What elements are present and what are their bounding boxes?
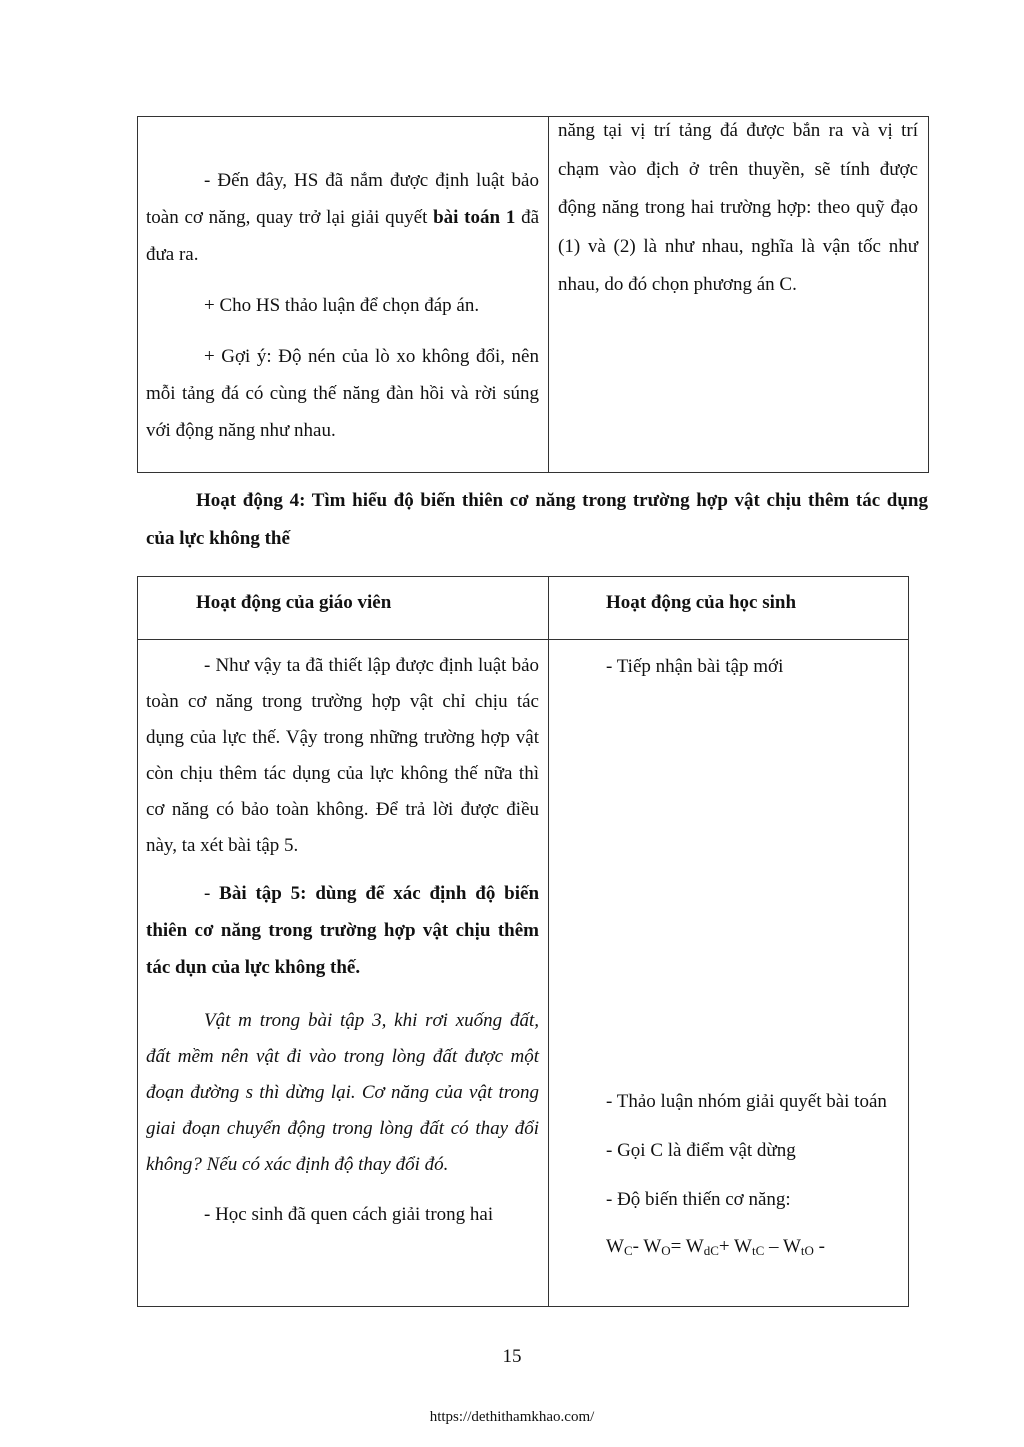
student-paragraph-3: - Gọi C là điểm vật dừng	[606, 1140, 796, 1161]
table1-teacher-paragraph-1: - Đến đây, HS đã nắm được định luật bảo toàn cơ năng, quay trở lại giải quyết bài toán 1 đã đưa ra.	[146, 170, 540, 265]
header-student: Hoạt động của học sinh	[606, 592, 797, 613]
student-paragraph-1: - Tiếp nhận bài tập mới	[606, 656, 784, 677]
student-cell-lower	[558, 1084, 899, 1269]
activity4-heading	[146, 482, 928, 558]
student-cell	[558, 648, 899, 685]
student-paragraph-4: - Độ biến thiến cơ năng:	[606, 1189, 791, 1210]
teacher-paragraph-4: - Học sinh đã quen cách giải trong hai	[204, 1204, 494, 1225]
teacher-paragraph-2: - Bài tập 5: dùng để xác định độ biến thiên cơ năng trong trường hợp vật chịu thêm tác dụn của lực không thế.	[146, 883, 540, 978]
teacher-paragraph-3: Vật m trong bài tập 3, khi rơi xuống đất, đất mềm nên vật đi vào trong lòng đất được một đoạn đường s thì dừng lại. Cơ năng của vật trong giai đoạn chuyển động trong lòng đất có thay đổi không? Nếu có xác định độ thay đổi đó.	[146, 1010, 539, 1175]
table1-teacher-paragraph-3: + Gợi ý: Độ nén của lò xo không đổi, nên mỗi tảng đá có cùng thế năng đàn hồi và rời súng với động năng như nhau.	[146, 346, 539, 441]
footer-url[interactable]: https://dethithamkhao.com/	[429, 1409, 595, 1425]
activity4-heading-text: Hoạt động 4: Tìm hiểu độ biến thiên cơ năng trong trường hợp vật chịu thêm tác dụng của lực không thế	[146, 490, 928, 549]
teacher-cell	[146, 648, 539, 1233]
student-formula: $W_C-$ $W_O= W_{dC}+ W_{tC} - W_{tO}$ -	[606, 1236, 825, 1258]
table1-teacher-paragraph-2: + Cho HS thảo luận để chọn đáp án.	[204, 295, 480, 316]
table1-teacher-cell	[146, 162, 539, 449]
student-paragraph-2: - Thảo luận nhóm giải quyết bài toán	[606, 1091, 887, 1112]
teacher-paragraph-1: - Như vậy ta đã thiết lập được định luật bảo toàn cơ năng trong trường hợp vật chỉ chịu tác dụng của lực thế. Vậy trong những trường hợp vật còn chịu thêm tác dụng của lực không thế nữa thì cơ năng có bảo toàn không. Để trả lời được điều này, ta xét bài tập 5.	[146, 655, 539, 856]
table1-student-paragraph-1: năng tại vị trí tảng đá được bắn ra và vị trí chạm vào địch ở trên thuyền, sẽ tính được động năng trong hai trường hợp: theo quỹ đạo (1) và (2) là như nhau, nghĩa là vận tốc như nhau, do đó chọn phương án C.	[558, 120, 918, 295]
header-teacher: Hoạt động của giáo viên	[196, 592, 392, 613]
page-number: 15	[502, 1346, 522, 1367]
table1-student-cell	[558, 112, 918, 305]
